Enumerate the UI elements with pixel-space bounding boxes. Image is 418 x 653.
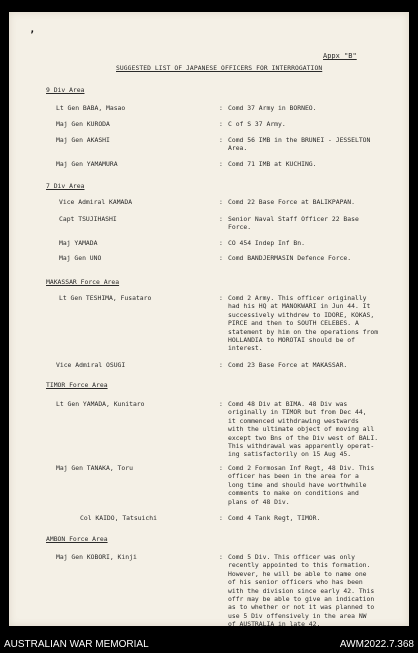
officer-description: Senior Naval Staff Officer 22 Base Force. (228, 215, 359, 232)
officer-name: Lt Gen YAMADA, Kunitaro (56, 400, 145, 408)
officer-description: Comd 71 IMB at KUCHING. (228, 160, 317, 168)
officer-description: Comd 23 Base Force at MAKASSAR. (228, 361, 348, 369)
document-title: SUGGESTED LIST OF JAPANESE OFFICERS FOR INTERROGATION (116, 65, 323, 72)
section-heading: 7 Div Area (46, 182, 85, 190)
officer-name: Maj YAMADA (59, 239, 98, 247)
officer-description: Comd 48 Div at BIMA. 48 Div was originally in TIMOR but from Dec 44, it commenced withdrawing westwards with the ultimate object of moving all except two Bns of the Div west of BALI. This withdrawal was apparently operat- ing satisfactorily on 15 Aug 45. (228, 400, 379, 459)
separator: : (219, 198, 223, 206)
officer-name: Maj Gen KURODA (56, 120, 110, 128)
separator: : (219, 400, 223, 408)
officer-description: Comd 56 IMB in the BRUNEI - JESSELTON Area. (228, 136, 371, 153)
separator: : (219, 361, 223, 369)
separator: : (219, 254, 223, 262)
section-heading: TIMOR Force Area (46, 381, 108, 389)
separator: : (219, 120, 223, 128)
separator: : (219, 294, 223, 302)
officer-name: Maj Gen UNO (59, 254, 102, 262)
officer-name: Vice Admiral OSUGI (56, 361, 126, 369)
archive-footer (0, 638, 418, 653)
officer-name: Vice Admiral KAMADA (59, 198, 133, 206)
separator: : (219, 160, 223, 168)
separator: : (219, 215, 223, 223)
section-heading: AMBON Force Area (46, 535, 108, 543)
officer-name: Capt TSUJIHASHI (59, 215, 117, 223)
officer-name: Lt Gen TESHIMA, Fusataro (59, 294, 152, 302)
officer-description: Comd 4 Tank Regt, TIMOR. (228, 514, 321, 522)
officer-description: Comd 5 Div. This officer was only recently appointed to this formation. However, he will be able to name one of his senior officers who has been with the division since early 42. This offr may be able to give an indication as to whether or not it was planned to use 5 Div offensively in the area NW of AUSTRALIA in late 42. (228, 553, 375, 629)
officer-name: Col KAIDO, Tatsuichi (80, 514, 157, 522)
officer-name: Maj Gen YAMAMURA (56, 160, 118, 168)
section-heading: 9 Div Area (46, 86, 85, 94)
separator: : (219, 136, 223, 144)
officer-description: CO 454 Indep Inf Bn. (228, 239, 305, 247)
catalogue-number: AWM2022.7.368 (339, 639, 414, 650)
separator: : (219, 104, 223, 112)
separator: : (219, 553, 223, 561)
officer-name: Lt Gen BABA, Masao (56, 104, 126, 112)
officer-description: Comd 37 Army in BORNEO. (228, 104, 317, 112)
separator: : (219, 514, 223, 522)
appendix-label: Appx "B" (323, 52, 357, 60)
institution-label: AUSTRALIAN WAR MEMORIAL (4, 639, 149, 650)
officer-description: Comd BANDJERMASIN Defence Force. (228, 254, 352, 262)
officer-description: Comd 2 Formosan Inf Regt, 48 Div. This officer has been in the area for a long time and should have worthwhile comments to make on conditions and plans of 48 Div. (228, 464, 375, 506)
officer-description: C of S 37 Army. (228, 120, 286, 128)
document-page (9, 12, 409, 629)
separator: : (219, 464, 223, 472)
separator: : (219, 239, 223, 247)
officer-name: Maj Gen TANAKA, Toru (56, 464, 133, 472)
officer-name: Maj Gen AKASHI (56, 136, 110, 144)
officer-description: Comd 22 Base Force at BALIKPAPAN. (228, 198, 355, 206)
officer-name: Maj Gen KOBORI, Kinji (56, 553, 137, 561)
section-heading: MAKASSAR Force Area (46, 278, 120, 286)
officer-description: Comd 2 Army. This officer originally had his HQ at MANOKWARI in Jun 44. It successively withdrew to IDORE, KOKAS, PIRCE and then to SOUTH CELEBES. A statement by him on the operations from HOLLANDIA to MOROTAI should be of interest. (228, 294, 379, 353)
corner-mark: ʼ (29, 30, 36, 41)
